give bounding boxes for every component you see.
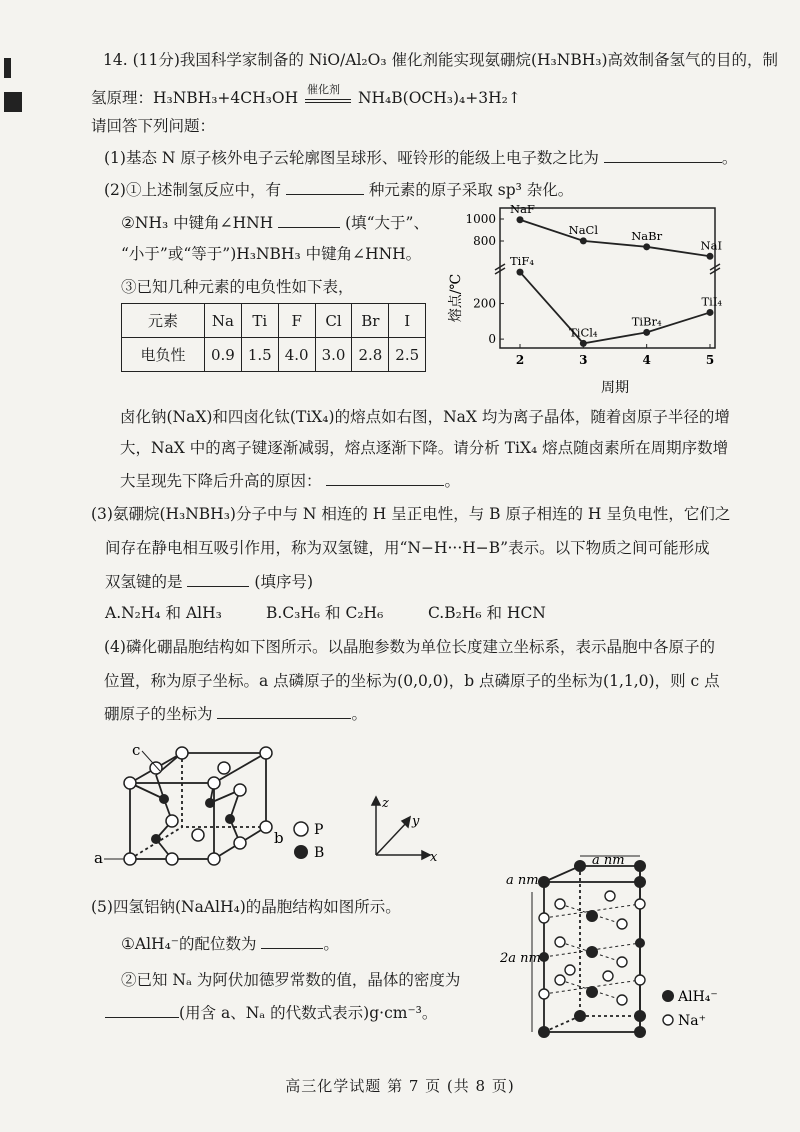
data-label: NaF — [510, 201, 535, 216]
q3-l3 — [105, 572, 313, 592]
q2-part2-text: ②NH₃ 中键角∠HNH — [121, 214, 274, 232]
data-point — [580, 237, 587, 244]
axis-y: y — [412, 814, 420, 829]
element-cell: I — [389, 304, 426, 338]
q2-part4-end: 。 — [444, 472, 460, 490]
binding-mark-top — [4, 58, 11, 78]
y-tick-label: 200 — [473, 296, 496, 311]
q5-part3-text: (用含 a、Nₐ 的代数式表示)g·cm⁻³。 — [179, 1004, 438, 1022]
dim-depth: a nm — [506, 873, 539, 888]
q2-part2-cont: “小于”或“等于”)H₃NBH₃ 中键角∠HNH。 — [121, 245, 422, 263]
q5-part1-blank[interactable] — [261, 934, 323, 949]
q2-part2-blank[interactable] — [278, 213, 340, 228]
q2-part4-text: 大呈现先下降后升高的原因： — [120, 472, 322, 490]
series-line-tix — [520, 272, 710, 343]
q4-l3 — [104, 704, 367, 724]
legend-alh4: AlH₄⁻ — [678, 989, 718, 1005]
q2-part2-option: (填“大于”、 — [345, 214, 429, 232]
q3-option-c: C.B₂H₆ 和 HCN — [428, 604, 546, 622]
q4-end: 。 — [351, 705, 367, 723]
q2-part4-l1: 卤化钠(NaX)和四卤化钛(TiX₄)的熔点如右图，NaX 均为离子晶体，随着卤原子半径的增 — [120, 408, 730, 426]
equation-arrow — [303, 83, 353, 108]
value-cell: 1.5 — [241, 338, 278, 372]
q1-text — [104, 148, 737, 168]
data-point — [517, 216, 524, 223]
value-cell: 2.8 — [352, 338, 389, 372]
q2-part1-blank[interactable] — [286, 180, 364, 195]
q5-part2: ②已知 Nₐ 为阿伏加德罗常数的值，晶体的密度为 — [121, 971, 461, 989]
element-cell: F — [278, 304, 315, 338]
melting-point-chart — [440, 198, 740, 398]
element-cell: Na — [205, 304, 242, 338]
q1-end: 。 — [721, 149, 738, 167]
q5-part1-text: ①AlH₄⁻的配位数为 — [121, 935, 257, 953]
electronegativity-table — [121, 303, 426, 372]
legend-b-marker — [294, 845, 308, 859]
data-point — [707, 253, 714, 260]
q3-l1: (3)氨硼烷(H₃NBH₃)分子中与 N 相连的 H 呈正电性，与 B 原子相连的 H 呈负电性，它们之 — [91, 505, 731, 523]
q2-part4-l2: 大，NaX 中的离子键逐渐减弱，熔点逐渐下降。请分析 TiX₄ 熔点随卤素所在周期序数增 — [120, 439, 729, 457]
question-number: 14. (11分) — [103, 51, 180, 69]
data-label: NaI — [700, 238, 722, 253]
series-line-nax — [520, 220, 710, 257]
q5-part1-end: 。 — [323, 935, 339, 953]
q1-question: (1)基态 N 原子核外电子云轮廓图呈球形、哑铃形的能级上电子数之比为 — [104, 149, 599, 167]
table-row — [122, 304, 426, 338]
q3-text: 双氢键的是 — [105, 573, 183, 591]
question-header — [103, 50, 778, 70]
legend-p-marker — [294, 822, 308, 836]
q2-part1-text-end: 种元素的原子采取 sp³ 杂化。 — [368, 181, 574, 199]
catalyst-label: 催化剂 — [307, 83, 341, 96]
table-header-label: 元素 — [122, 304, 205, 338]
question-intro: 我国科学家制备的 NiO/Al₂O₃ 催化剂能实现氨硼烷(H₃NBH₃)高效制备氢气的目的，制 — [179, 51, 779, 69]
legend-na-marker — [663, 1015, 673, 1025]
x-axis-label: 周期 — [601, 380, 629, 396]
element-cell: Br — [352, 304, 389, 338]
equation-left: H₃NBH₃+4CH₃OH — [153, 89, 299, 107]
equation-line — [91, 83, 521, 108]
value-cell: 4.0 — [278, 338, 315, 372]
x-tick-label: 4 — [642, 353, 651, 367]
data-label: NaBr — [631, 228, 663, 243]
q5-part1 — [121, 934, 339, 954]
equation-label: 氢原理： — [91, 89, 154, 107]
element-cell: Cl — [315, 304, 352, 338]
data-label: NaCl — [568, 222, 599, 237]
equation-right: NH₄B(OCH₃)₄+3H₂↑ — [357, 89, 521, 107]
q3-l2: 间存在静电相互吸引作用，称为双氢键，用“N−H···H−B”表示。以下物质之间可能形成 — [105, 539, 710, 557]
table-row-label: 电负性 — [122, 338, 205, 372]
legend-alh4-marker — [662, 990, 674, 1002]
q2-part4-l3 — [120, 471, 460, 491]
data-label: TiF₄ — [510, 254, 534, 269]
data-point — [517, 269, 524, 276]
binding-mark-block — [4, 92, 22, 112]
page-footer: 高三化学试题 第 7 页 (共 8 页) — [285, 1077, 515, 1095]
q2-part1-text: (2)①上述制氢反应中，有 — [104, 181, 281, 199]
value-cell: 3.0 — [315, 338, 352, 372]
dim-height: 2a nm — [500, 951, 541, 966]
q3-hint: (填序号) — [254, 573, 313, 591]
label-a: a — [94, 849, 103, 867]
data-label: TiI₄ — [701, 294, 722, 309]
q2-part2 — [121, 213, 429, 233]
naalh4-cell — [500, 852, 740, 1042]
boron-phosphide-cell — [90, 735, 450, 875]
legend-b: B — [314, 845, 325, 861]
q2-part4-blank[interactable] — [326, 471, 444, 486]
x-tick-label: 3 — [579, 353, 588, 367]
value-cell: 0.9 — [205, 338, 242, 372]
label-c: c — [132, 741, 141, 759]
q4-blank[interactable] — [217, 704, 351, 719]
y-tick-label: 1000 — [465, 212, 496, 226]
q4-l1: (4)磷化硼晶胞结构如下图所示。以晶胞参数为单位长度建立坐标系，表示晶胞中各原子的 — [104, 638, 715, 656]
q3-blank[interactable] — [187, 572, 249, 587]
axis-x: x — [430, 850, 438, 865]
value-cell: 2.5 — [389, 338, 426, 372]
table-row — [122, 338, 426, 372]
dim-top: a nm — [592, 853, 625, 868]
y-tick-label: 800 — [473, 234, 496, 248]
q2-part3: ③已知几种元素的电负性如下表， — [121, 278, 354, 296]
q5-part2-blank[interactable] — [105, 1003, 179, 1018]
data-label: TiBr₄ — [631, 314, 662, 329]
plot-frame — [500, 208, 715, 348]
element-cell: Ti — [241, 304, 278, 338]
data-label: TiCl₄ — [569, 325, 598, 340]
y-axis-label: 熔点/℃ — [448, 273, 464, 323]
y-tick-label: 0 — [488, 332, 496, 347]
x-tick-label: 2 — [515, 353, 525, 367]
q3-option-b: B.C₃H₆ 和 C₂H₆ — [266, 604, 384, 622]
axis-z: z — [382, 796, 389, 811]
label-b: b — [274, 829, 284, 847]
data-point — [707, 309, 714, 316]
chart-marks — [510, 202, 722, 347]
q5-title: (5)四氢铝钠(NaAlH₄)的晶胞结构如图所示。 — [91, 898, 401, 916]
q4-text: 硼原子的坐标为 — [104, 705, 213, 723]
prompt: 请回答下列问题： — [91, 117, 216, 135]
legend-p: P — [314, 822, 324, 838]
data-point — [643, 243, 650, 250]
q5-part3 — [105, 1003, 437, 1023]
q1-answer-blank[interactable] — [604, 148, 722, 163]
q3-option-a: A.N₂H₄ 和 AlH₃ — [105, 604, 222, 622]
data-point — [580, 340, 587, 347]
legend-na: Na⁺ — [678, 1013, 706, 1029]
x-tick-label: 5 — [705, 353, 715, 367]
q4-l2: 位置，称为原子坐标。a 点磷原子的坐标为(0,0,0)，b 点磷原子的坐标为(1,1,0)，则 c 点 — [104, 672, 720, 690]
data-point — [643, 329, 650, 336]
q2-part1 — [104, 180, 573, 200]
